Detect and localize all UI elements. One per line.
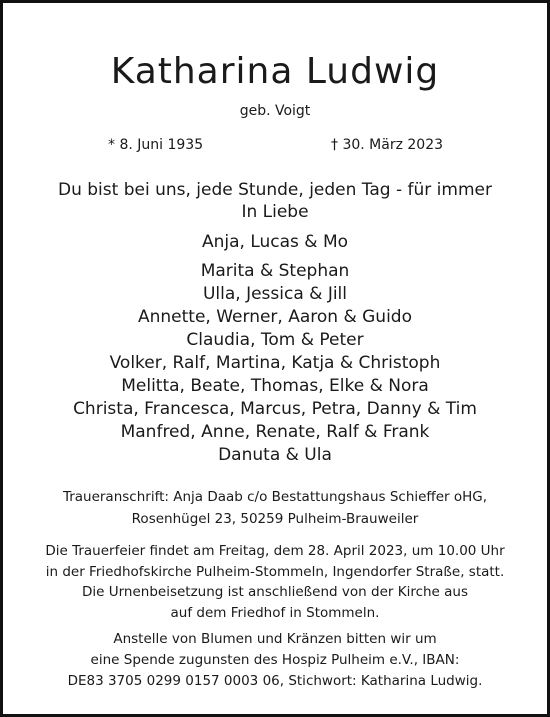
mourner-line: Claudia, Tom & Peter: [186, 330, 364, 350]
mourner-line: Manfred, Anne, Renate, Ralf & Frank: [120, 422, 430, 442]
mourner-line: Danuta & Ula: [218, 445, 332, 465]
funeral-service-info: [3, 541, 547, 623]
mourners-first: Anja, Lucas & Mo: [201, 232, 349, 252]
mourner-line: Annette, Werner, Aaron & Guido: [138, 307, 412, 327]
mourner-line: Christa, Francesca, Marcus, Petra, Danny & Tim: [73, 399, 477, 419]
service-line: Die Trauerfeier findet am Freitag, dem 28. April 2023, um 10.00 Uhr: [45, 543, 505, 559]
service-line: in der Friedhofskirche Pulheim-Stommeln, Ingendorfer Straße, statt.: [45, 563, 505, 580]
motto-closing: In Liebe: [241, 202, 309, 222]
death-date: † 30. März 2023: [331, 137, 444, 153]
mourner-line: Melitta, Beate, Thomas, Elke & Nora: [121, 376, 429, 396]
donation-request: [3, 629, 547, 692]
motto-line: Du bist bei uns, jede Stunde, jeden Tag - für immer: [58, 180, 492, 200]
birth-date: * 8. Juni 1935: [108, 137, 204, 153]
mourner-line: Marita & Stephan: [200, 261, 350, 281]
mourner-line: Ulla, Jessica & Jill: [202, 284, 348, 304]
birth-name: geb. Voigt: [239, 103, 311, 119]
deceased-name: Katharina Ludwig: [110, 51, 440, 92]
service-line: Die Urnenbeisetzung ist anschließend von der Kirche aus: [81, 584, 469, 600]
address-line: Traueranschrift: Anja Daab c/o Bestattungshaus Schieffer oHG,: [62, 489, 488, 505]
address-line: Rosenhügel 23, 50259 Pulheim-Brauweiler: [131, 510, 419, 527]
donation-line: Anstelle von Blumen und Kränzen bitten wir um: [113, 631, 437, 647]
donation-line: DE83 3705 0299 0157 0003 06, Stichwort: Katharina Ludwig.: [67, 673, 483, 689]
mourner-line: Volker, Ralf, Martina, Katja & Christoph: [109, 353, 441, 373]
mourners-list: [3, 231, 547, 467]
service-line: auf dem Friedhof in Stommeln.: [170, 604, 380, 621]
mourning-address: [3, 487, 547, 530]
donation-line: eine Spende zugunsten des Hospiz Pulheim e.V., IBAN:: [90, 652, 460, 668]
